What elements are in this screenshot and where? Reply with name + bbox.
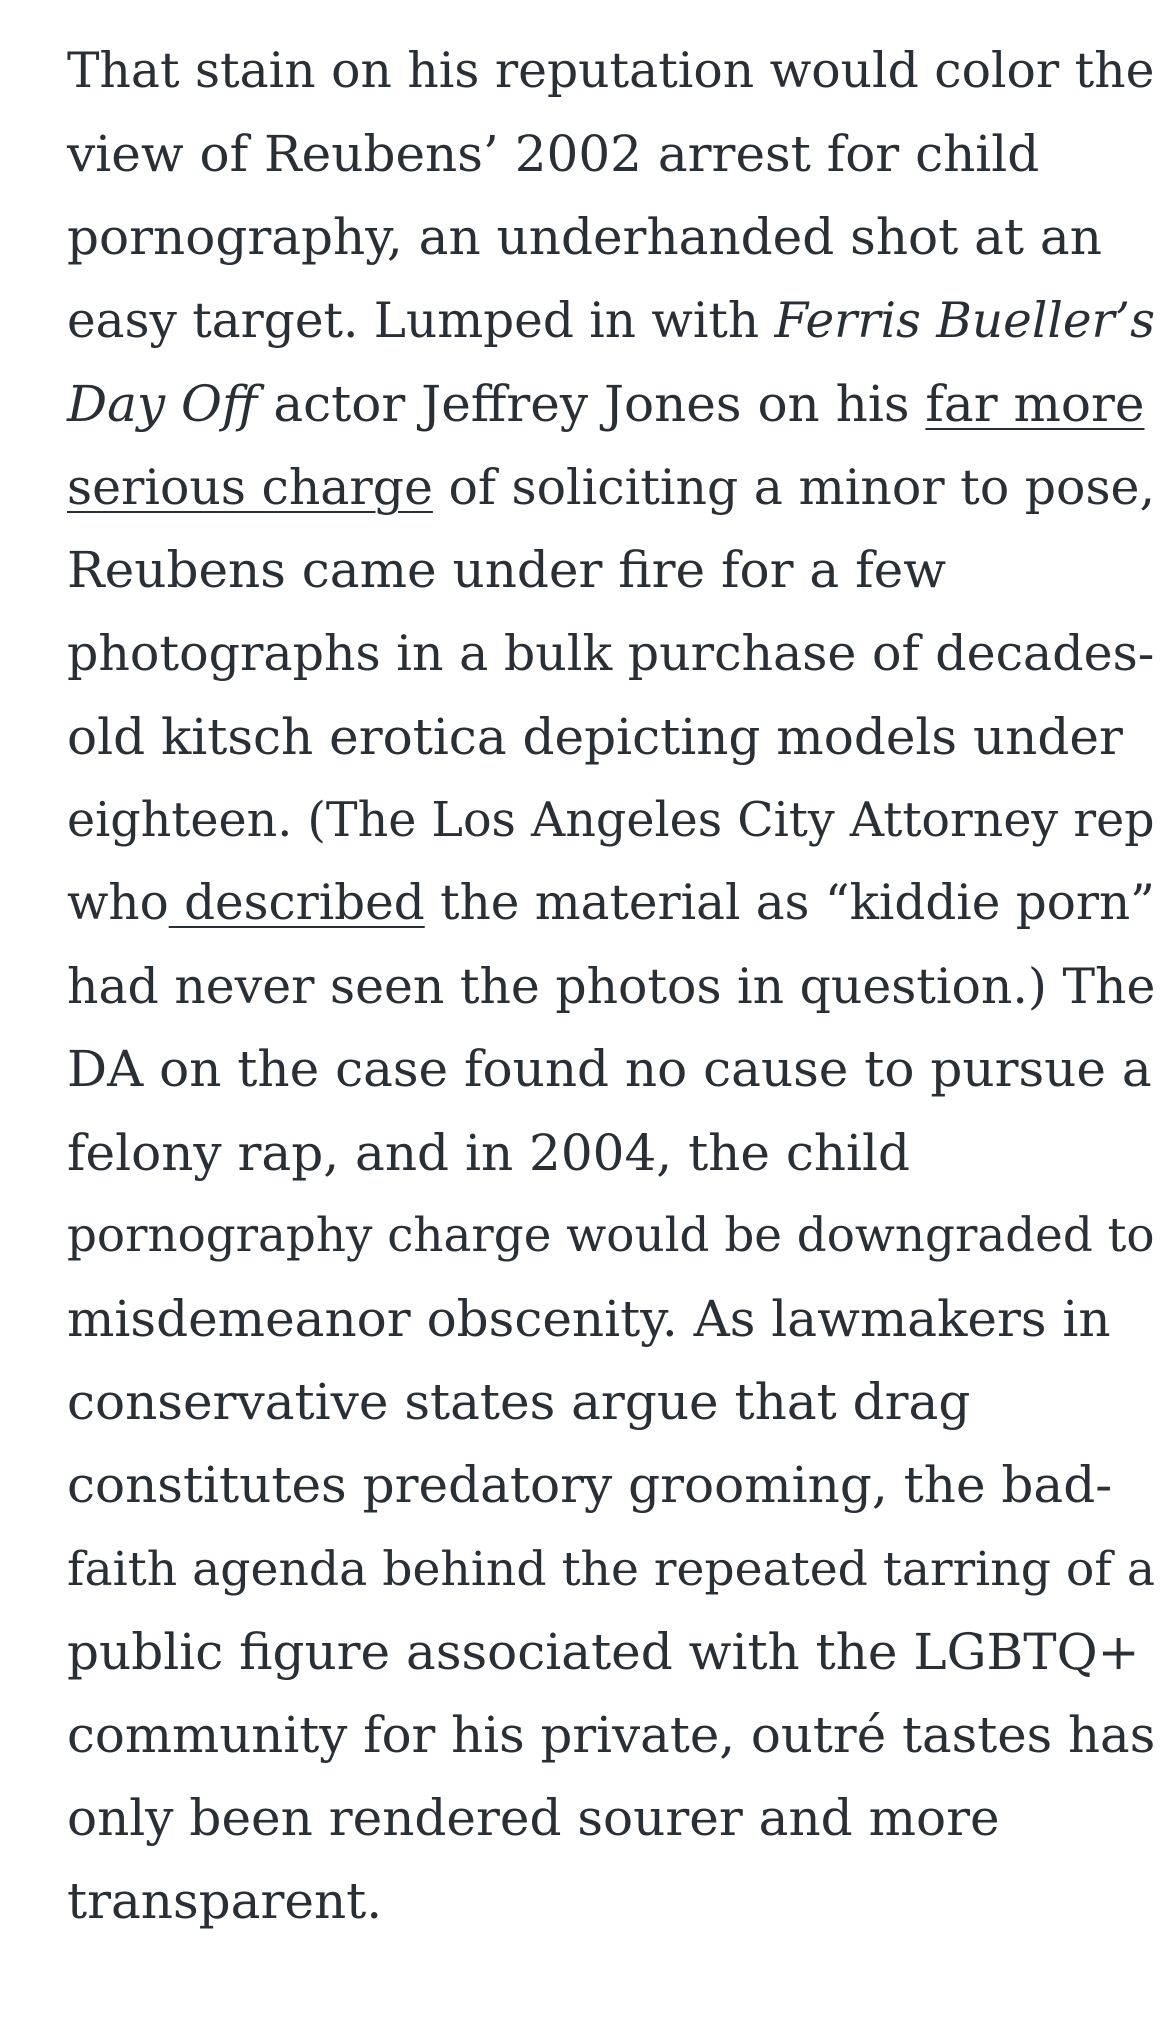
paragraph-line: Day Off actor Jeffrey Jones on his far more xyxy=(67,374,1145,433)
paragraph-line: view of Reubens’ 2002 arrest for child xyxy=(67,125,1040,184)
paragraph-line: DA on the case found no cause to pursue a xyxy=(67,1040,1152,1099)
paragraph-line: community for his private, outré tastes has xyxy=(67,1706,1156,1765)
described-link[interactable]: described xyxy=(168,875,425,932)
paragraph-line: That stain on his reputation would color the xyxy=(67,43,1155,99)
paragraph-line: misdemeanor obscenity. As lawmakers in xyxy=(67,1290,1111,1349)
paragraph-line: pornography charge would be downgraded to xyxy=(67,1208,1155,1263)
paragraph-line: Reubens came under fire for a few xyxy=(67,541,947,600)
paragraph-line: felony rap, and in 2004, the child xyxy=(67,1123,911,1182)
paragraph-line: eighteen. (The Los Angeles City Attorney rep xyxy=(67,792,1155,848)
far-more-serious-charge-link[interactable]: far more xyxy=(925,374,1145,433)
far-more-serious-charge-link[interactable]: serious charge xyxy=(67,459,433,517)
paragraph-line: easy target. Lumped in with Ferris Bueller’s xyxy=(67,292,1155,349)
film-title-ferris-buellers-day-off: Ferris Bueller’s xyxy=(774,292,1155,349)
paragraph-line: constitutes predatory grooming, the bad- xyxy=(67,1456,1113,1515)
paragraph-line: photographs in a bulk purchase of decades- xyxy=(67,625,1155,683)
paragraph-line: serious charge of soliciting a minor to pose, xyxy=(67,459,1155,517)
paragraph-line: conservative states argue that drag xyxy=(67,1373,971,1432)
film-title-ferris-buellers-day-off: Day Off xyxy=(67,374,258,433)
paragraph-line: faith agenda behind the repeated tarring of a xyxy=(67,1541,1155,1597)
paragraph-line: old kitsch erotica depicting models under xyxy=(67,707,1123,766)
paragraph-line: who described the material as “kiddie porn” xyxy=(67,875,1155,932)
paragraph-line: only been rendered sourer and more xyxy=(67,1789,1000,1848)
paragraph-line: public figure associated with the LGBTQ+ xyxy=(67,1622,1140,1681)
paragraph-line: transparent. xyxy=(67,1872,383,1931)
paragraph-line: had never seen the photos in question.) The xyxy=(67,958,1156,1016)
paragraph-line: pornography, an underhanded shot at an xyxy=(67,208,1102,267)
article-paragraph xyxy=(67,30,1156,1944)
